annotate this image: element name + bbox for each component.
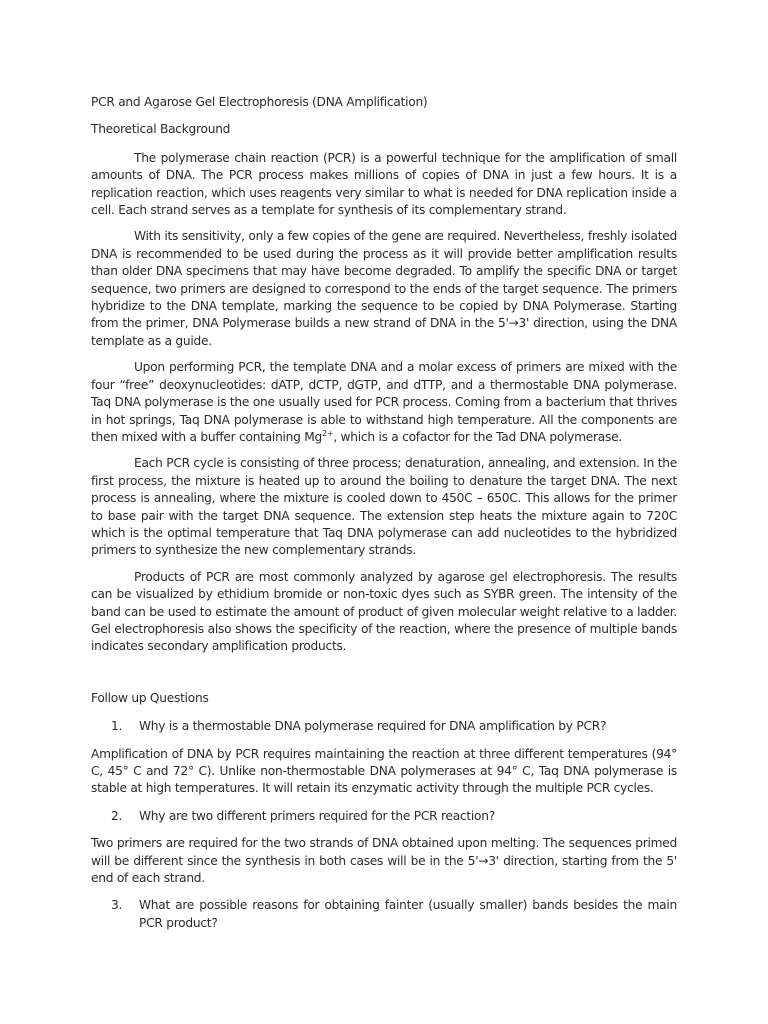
paragraph-cycle: Each PCR cycle is consisting of three process; denaturation, annealing, and extension. In the first process, the mixture is heated up to around the boiling to denature the target DNA. The next process is annealing, where the mixture is cooled down to 450C – 650C. This allows for the primer to base pair with the target DNA sequence. The extension step heats the mixture again to 720C which is the optimal temperature that Taq DNA polymerase can add nucleotides to the hybridized primers to synthesize the new complementary strands.	[91, 456, 677, 558]
question-3	[91, 897, 677, 932]
question-1	[91, 718, 677, 735]
paragraph-pcr-intro: The polymerase chain reaction (PCR) is a powerful technique for the amplification of small amounts of DNA. The PCR process makes millions of copies of DNA in just a few hours. It is a replication reaction, which uses reagents very similar to what is needed for DNA replication inside a cell. Each strand serves as a template for synthesis of its complementary strand.	[91, 150, 677, 218]
answer-1: Amplification of DNA by PCR requires maintaining the reaction at three different temperatures (94° C, 45° C and 72° C). Unlike non-thermostable DNA polymerases at 94° C, Taq DNA polymerase is stable at high temperatures. It will retain its enzymatic activity through the multiple PCR cycles.	[91, 746, 677, 796]
follow-up-heading: Follow up Questions	[91, 690, 209, 705]
section-heading: Theoretical Background	[91, 122, 231, 137]
question-number: 2.	[111, 808, 123, 823]
document-title: PCR and Agarose Gel Electrophoresis (DNA Amplification)	[91, 95, 428, 109]
mg-superscript: 2+	[322, 428, 334, 438]
question-text: What are possible reasons for obtaining fainter (usually smaller) bands besides the main PCR product?	[139, 898, 677, 930]
paragraph-components-tail: , which is a cofactor for the Tad DNA polymerase.	[333, 429, 622, 444]
question-text: Why are two different primers required for the PCR reaction?	[139, 808, 495, 823]
paragraph-electrophoresis: Products of PCR are most commonly analyzed by agarose gel electrophoresis. The results can be visualized by ethidium bromide or non-toxic dyes such as SYBR green. The intensity of the band can be used to estimate the amount of product of given molecular weight relative to a ladder. Gel electrophoresis also shows the specificity of the reaction, where the presence of multiple bands indicates secondary amplification products.	[91, 569, 677, 654]
question-number: 3.	[111, 898, 123, 913]
question-text: Why is a thermostable DNA polymerase required for DNA amplification by PCR?	[139, 719, 607, 734]
paragraph-components-text: Upon performing PCR, the template DNA and a molar excess of primers are mixed with the four “free” deoxynucleotides: dATP, dCTP, dGTP, and dTTP, and a thermostable DNA polymerase. Taq DNA polymerase is the one usually used for PCR process. Coming from a bacterium that thrives in hot springs, Taq DNA polymerase is able to withstand high temperature. All the components are then mixed with a buffer containing Mg	[91, 360, 677, 444]
paragraph-components	[91, 359, 677, 446]
question-number: 1.	[111, 719, 123, 734]
paragraph-sensitivity: With its sensitivity, only a few copies of the gene are required. Nevertheless, freshly isolated DNA is recommended to be used during the process as it will provide better amplification results than older DNA specimens that may have become degraded. To amplify the specific DNA or target sequence, two primers are designed to correspond to the ends of the target sequence. The primers hybridize to the DNA template, marking the sequence to be copied by DNA Polymerase. Starting from the primer, DNA Polymerase builds a new strand of DNA in the 5'→3' direction, using the DNA template as a guide.	[91, 229, 677, 348]
answer-2: Two primers are required for the two strands of DNA obtained upon melting. The sequences primed will be different since the synthesis in both cases will be in the 5'→3' direction, starting from the 5' end of each strand.	[91, 836, 677, 886]
question-2	[91, 808, 677, 825]
